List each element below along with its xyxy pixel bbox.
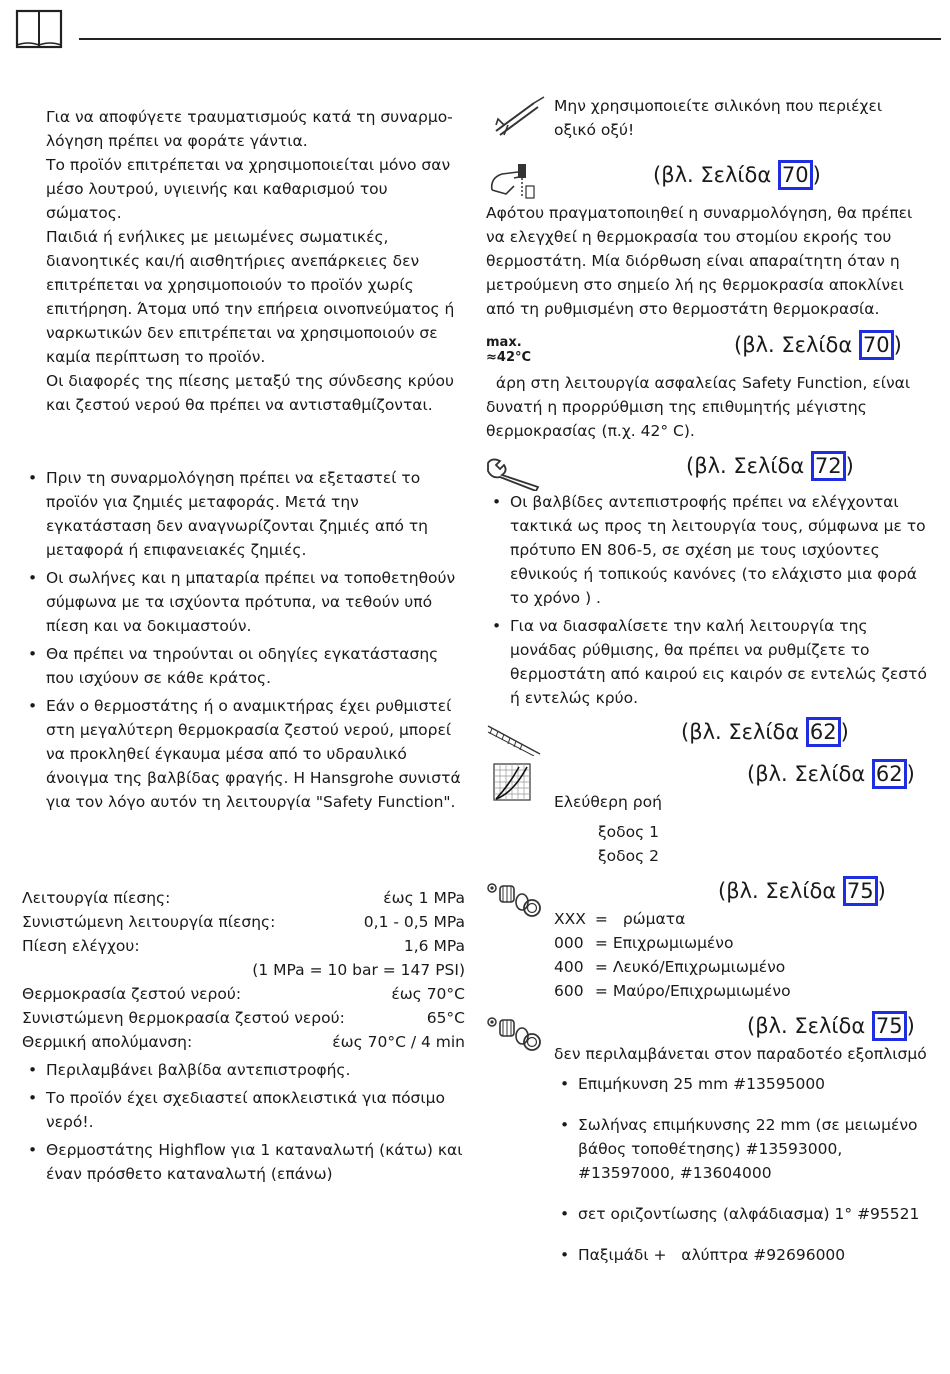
spec-value: (1 MPa = 10 bar = 147 PSI) [252,961,465,979]
color-code: 000 [554,934,584,952]
ref-suffix: ) [840,720,849,744]
list-item: • Πριν τη συναρμολόγηση πρέπει να εξεταστεί το προϊόν για ζημιές μεταφοράς. Μετά την εγκατάσταση δεν αναγνωρίζονται ζημιές από τη μεταφορά ή επιφανειακές ζημιές. [22,466,466,562]
list-item: • Παξιμάδι + αλύπτρα #92696000 [554,1243,924,1267]
silicone-gun-icon [490,95,546,137]
ref-prefix: (βλ. Σελίδα [686,454,811,478]
spec-value: 1,6 MPa [403,937,465,955]
page-link[interactable]: 62 [872,759,907,789]
color-name: Επιχρωμιωμένο [612,934,734,952]
page-link[interactable]: 62 [806,717,841,747]
flow-line: ξοδος 1 [598,823,659,841]
list-item: • σετ οριζοντίωσης (αλφάδιασμα) 1° #95521 [554,1202,924,1226]
list-item: • Οι σωλήνες και η μπαταρία πρέπει να τοποθετηθούν σύμφωνα με τα ισχύοντα πρότυπα, να τεθούν υπό πίεση και να δοκιμαστούν. [22,566,466,638]
color-row [554,907,894,931]
list-item: • Εάν ο θερμοστάτης ή ο αναμικτήρας έχει ρυθμιστεί στη μεγαλύτερη θερμοκρασία ζεστού νερού, μπορεί να προκληθεί έγκαυμα μέσα από το υδραυλικό άνοιγμα της βαλβίδας φραγής. Η Hansgrohe συνιστά για τον λόγο αυτόν τη λειτουργία "Safety Function". [22,694,466,814]
accessories-list [554,1072,924,1271]
page-reference [681,717,849,747]
ref-suffix: ) [845,454,854,478]
max-value: ≈42°C [486,350,532,365]
list-item: • Οι βαλβίδες αντεπιστροφής πρέπει να ελέγχονται τακτικά ως προς τη λειτουργία τους, σύμφωνα με το πρότυπο EN 806-5, σε σχέση με τους ισχύοντες εθνικούς ή τοπικούς κανόνες (το ελάχιστο μια φορά το χρόνο ) . [486,490,930,610]
spec-row [22,1006,465,1030]
color-name: ρώματα [622,910,686,928]
max-label: max. [486,335,522,350]
ref-prefix: (βλ. Σελίδα [718,879,843,903]
page-reference [686,451,854,481]
spec-row [22,886,465,910]
fittings-icon [486,880,544,920]
spec-row [22,982,465,1006]
flow-line: Ελεύθερη ροή [554,793,662,811]
ref-suffix: ) [906,762,915,786]
spec-row [22,1030,465,1054]
ref-prefix: (βλ. Σελίδα [681,720,806,744]
color-row [554,931,894,955]
book-icon [15,9,63,49]
equals-sign: = [590,958,613,976]
page-reference [653,160,821,190]
intro-paragraph: Οι διαφορές της πίεσης μεταξύ της σύνδεσης κρύου και ζεστού νερού θα πρέπει να αντισταθμίζονται. [46,372,454,414]
limit-text: άρη στη λειτουργία ασφαλείας Safety Function, είναι δυνατή η προρρύθμιση της επιθυμητής μέγιστης θερμοκρασίας (π.χ. 42° C). [486,374,916,440]
ref-prefix: (βλ. Σελίδα [734,333,859,357]
spec-value: έως 70°C / 4 min [332,1033,465,1051]
list-item: • Σωλήνας επιμήκυνσης 22 mm (σε μειωμένο βάθος τοποθέτησης) #13593000, #13597000, #13604000 [554,1113,924,1185]
intro-paragraph: Για να αποφύγετε τραυματισμούς κατά τη συναρμο-λόγηση πρέπει να φοράτε γάντια. [46,108,453,150]
intro-paragraph: Παιδιά ή ενήλικες με μειωμένες σωματικές, διανοητικές και/ή αισθητήριες ανεπάρκειες δεν επιτρέπεται να χρησιμοποιούν το προϊόν χωρίς επιτήρηση. Άτομα υπό την επήρεια οινοπνεύματος ή ναρκωτικών δεν επιτρέπεται να χρησιμοποιούν σε καμία περίπτωση το προϊόν. [46,228,455,366]
flow-diagram-icon [493,763,531,801]
silicone-note: Μην χρησιμοποιείτε σιλικόνη που περιέχει οξικό οξύ! [554,97,883,139]
equals-sign: = [590,910,613,928]
technical-data [22,886,465,1190]
spec-row [22,934,465,958]
page-reference [734,330,902,360]
intro-paragraph: Το προϊόν επιτρέπεται να χρησιμοποιείται μόνο σαν μέσο λουτρού, υγιεινής και καθαρισμού του σώματος. [46,156,451,222]
spec-label: Συνιστώμενη θερμοκρασία ζεστού νερού: [22,1009,345,1027]
page-reference [747,759,915,789]
dimensions-icon [484,720,542,756]
color-list [554,907,894,1003]
color-name: Λευκό/Επιχρωμιωμένο [612,958,786,976]
color-code: 600 [554,982,584,1000]
spec-row [22,910,465,934]
color-code: XXX [554,910,586,928]
accessories-intro: δεν περιλαμβάνεται στον παραδοτέο εξοπλισμό [554,1045,927,1063]
equals-sign: = [590,934,613,952]
list-item: • Θερμοστάτης Highflow για 1 καταναλωτή (κάτω) και έναν πρόσθετο καταναλωτή (επάνω) [22,1138,465,1186]
spec-label: Λειτουργία πίεσης: [22,889,171,907]
wrench-icon [486,457,542,491]
adjust-text: Αφότου πραγματοποιηθεί η συναρμολόγηση, θα πρέπει να ελεγχθεί η θερμοκρασία του στομίου εκροής του θερμοστάτη. Μία διόρθωση είναι απαραίτητη όταν η μετρούμενη στο σημείο λή ης θερμοκρασία αποκλίνει από τη ρυθμισμένη στο θερμοστάτη θερμοκρασία. [486,204,913,318]
max-temperature-icon [486,335,546,369]
spec-label: Πίεση ελέγχου: [22,937,140,955]
ref-suffix: ) [906,1014,915,1038]
spec-value: έως 1 MPa [383,889,465,907]
list-item: • Θα πρέπει να τηρούνται οι οδηγίες εγκατάστασης που ισχύουν σε κάθε κράτος. [22,642,466,690]
color-row [554,979,894,1003]
ref-prefix: (βλ. Σελίδα [747,1014,872,1038]
flow-line: ξοδος 2 [598,847,659,865]
list-item: • Επιμήκυνση 25 mm #13595000 [554,1072,924,1096]
fittings-icon [486,1014,544,1054]
ref-prefix: (βλ. Σελίδα [653,163,778,187]
ref-suffix: ) [877,879,886,903]
header-rule [79,38,941,40]
color-code: 400 [554,958,584,976]
flow-list [554,790,894,868]
page-link[interactable]: 72 [811,451,846,481]
list-item: • Για να διασφαλίσετε την καλή λειτουργία της μονάδας ρύθμισης, θα πρέπει να ρυθμίζετε το θερμοστάτη από καιρού εις καιρόν σε εντελώς ζεστό ή εντελώς κρύο. [486,614,930,710]
spec-label: Θερμοκρασία ζεστού νερού: [22,985,242,1003]
spec-label: Συνιστώμενη λειτουργία πίεσης: [22,913,276,931]
page-reference [747,1011,915,1041]
list-item: • Το προϊόν έχει σχεδιαστεί αποκλειστικά για πόσιμο νερό!. [22,1086,465,1134]
ref-suffix: ) [893,333,902,357]
page-link[interactable]: 70 [859,330,894,360]
page-link[interactable]: 75 [872,1011,907,1041]
page-link[interactable]: 75 [843,876,878,906]
page-reference [718,876,886,906]
ref-prefix: (βλ. Σελίδα [747,762,872,786]
safety-intro [46,105,466,417]
spec-value: έως 70°C [391,985,465,1003]
list-item: • Περιλαμβάνει βαλβίδα αντεπιστροφής. [22,1058,465,1082]
spec-label: Θερμική απολύμανση: [22,1033,193,1051]
spec-value: 0,1 - 0,5 MPa [363,913,465,931]
spec-value: 65°C [426,1009,465,1027]
spec-row [22,958,465,982]
installation-notes [22,466,466,818]
page-link[interactable]: 70 [778,160,813,190]
color-name: Μαύρο/Επιχρωμιωμένο [612,982,791,1000]
temperature-check-icon [488,160,536,200]
ref-suffix: ) [812,163,821,187]
service-notes [486,490,930,714]
equals-sign: = [590,982,613,1000]
color-row [554,955,894,979]
